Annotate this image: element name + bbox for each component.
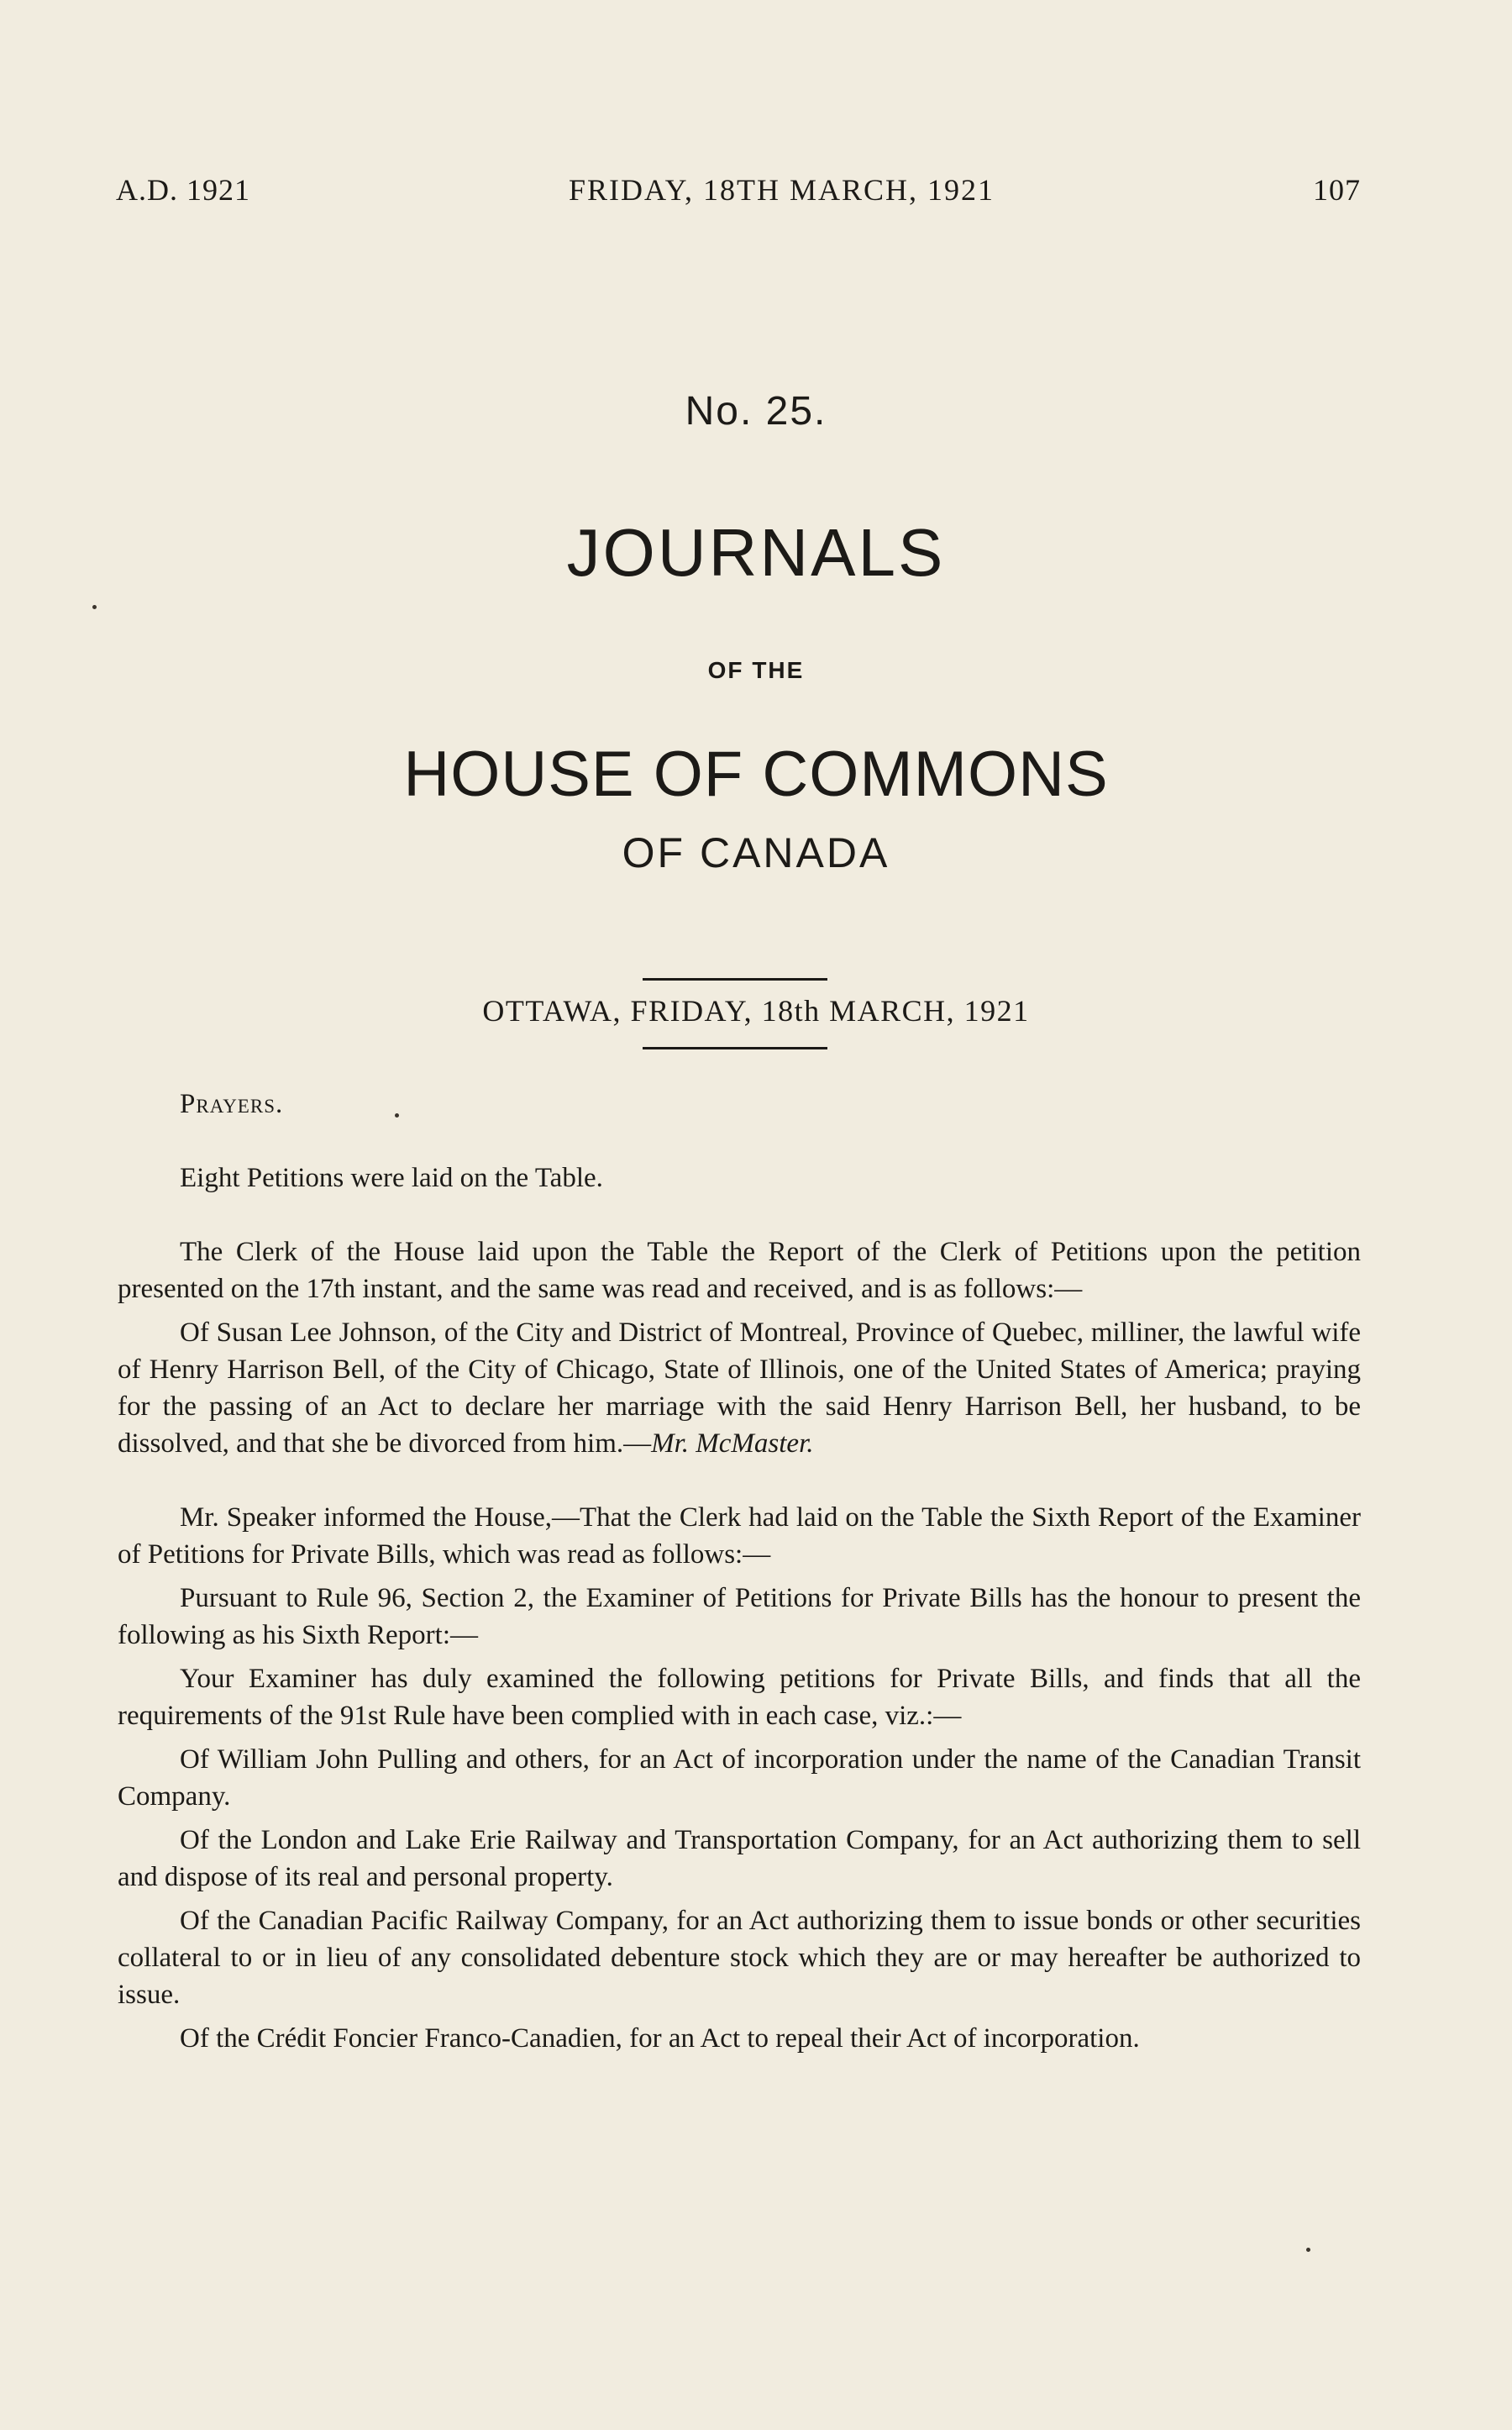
print-speck [395, 1113, 399, 1118]
cpr-petition-paragraph: Of the Canadian Pacific Railway Company, for an Act authorizing them to issue bonds or other securities collateral to or in lieu of any consolidated debenture stock which they are or may hereafter be authorized to issue. [118, 1906, 1361, 2010]
divider-rule-bottom [643, 1047, 827, 1049]
johnson-petition-paragraph [118, 1314, 1361, 1462]
journal-body [118, 1086, 1361, 2057]
pursuant-paragraph: Pursuant to Rule 96, Section 2, the Examiner of Petitions for Private Bills has the honour to present the following as his Sixth Report:— [118, 1583, 1361, 1650]
header-year: A.D. 1921 [116, 173, 250, 207]
dateline: OTTAWA, FRIDAY, 18th MARCH, 1921 [482, 994, 1030, 1028]
london-erie-petition-paragraph: Of the London and Lake Erie Railway and Transportation Company, for an Act authorizing them to sell and dispose of its real and personal property. [118, 1825, 1361, 1892]
prayers-text: Prayers. [180, 1089, 284, 1119]
credit-foncier-petition-paragraph: Of the Crédit Foncier Franco-Canadien, for an Act to repeal their Act of incorporation. [180, 2023, 1140, 2054]
page-number: 107 [1313, 173, 1361, 207]
title-of-the: OF THE [707, 657, 805, 683]
speaker-informed-paragraph: Mr. Speaker informed the House,—That the Clerk had laid on the Table the Sixth Report of the Examiner of Petitions for Private Bills, which was read as follows:— [118, 1502, 1361, 1570]
petitions-laid-paragraph: Eight Petitions were laid on the Table. [180, 1163, 603, 1193]
clerk-report-paragraph: The Clerk of the House laid upon the Table the Report of the Clerk of Petitions upon the petition presented on the 17th instant, and the same was read and received, and is as follows:— [118, 1237, 1361, 1304]
examiner-paragraph: Your Examiner has duly examined the following petitions for Private Bills, and finds that all the requirements of the 91st Rule have been complied with in each case, viz.:— [118, 1664, 1361, 1731]
divider-rule-top [643, 978, 827, 981]
pulling-petition-paragraph: Of William John Pulling and others, for an Act of incorporation under the name of the Canadian Transit Company. [118, 1744, 1361, 1812]
prayers-heading [118, 1086, 1361, 1123]
print-speck [1306, 2248, 1310, 2252]
header-date: FRIDAY, 18TH MARCH, 1921 [568, 173, 995, 207]
member-signature: Mr. McMaster. [651, 1428, 814, 1459]
journal-number: No. 25. [685, 389, 827, 434]
running-header [116, 172, 1361, 208]
print-speck [92, 605, 97, 609]
title-journals: JOURNALS [566, 515, 946, 590]
title-house-of-commons: HOUSE OF COMMONS [403, 739, 1109, 810]
title-of-canada: OF CANADA [622, 829, 890, 876]
johnson-petition-text: Of Susan Lee Johnson, of the City and District of Montreal, Province of Quebec, milliner, the lawful wife of Henry Harrison Bell, of the City of Chicago, State of Illinois, one of the United States of America; praying for the passing of an Act to declare her marriage with the said Henry Harrison Bell, her husband, to be dissolved, and that she be divorced from him.— [118, 1318, 1361, 1459]
